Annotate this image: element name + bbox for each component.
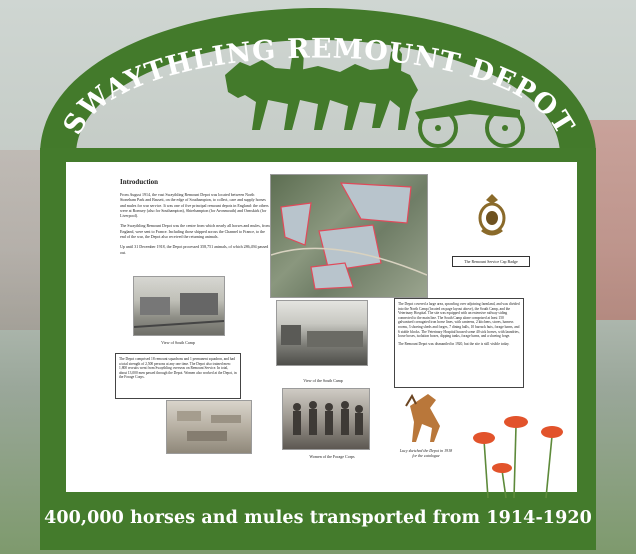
intro-paragraph-2: The Swaythling Remount Depot was the centre from which nearly all horses and mules, from England, were sent to France. Including those shipped across the Channel to France, to the end of the war, the Depot also received the returning animals. bbox=[120, 223, 270, 240]
south-camp-caption: View of South Camp bbox=[148, 338, 208, 346]
intro-heading: Introduction bbox=[120, 178, 158, 186]
intro-paragraph-3: Up until 31 December 1918, the Depot processed 358,751 animals, of which 286,494 passed out. bbox=[120, 244, 269, 255]
depot-personnel-paragraph: The Depot comprised 18 remount squadrons and 1 permanent squadron, and had a total strength of 2,500 persons at any one time. The Depot also trained men: 1,800 recruits went from Swaythling overseas on Remount Service. In total, about 13,000 men passed through the Depot. Women also worked at the Depot, in the Forage Corps. bbox=[119, 357, 237, 380]
svg-text:SWAYTHLING REMOUNT DEPOT bbox=[58, 33, 581, 140]
camp-view-caption: View of the South Camp bbox=[292, 376, 354, 384]
mule-sketch-caption: Lucy sketched the Depot in 1918 for the catalogue bbox=[399, 448, 453, 458]
forage-corps-photo bbox=[282, 388, 370, 450]
depot-description-paragraph-1: The Depot covered a large area, sprawling over adjoining farmland, and was divided into the North Camp (located on page layout above), the South Camp, and the Veterinary Hospital. The site was equipped with an extensive railway siding connected to the main line. The South Camp alone comprised at least 150 galvanised corrugated iron horse lines, with canteens, 2 kitchens, stores, harness rooms, 3 shoeing sheds and forges, 7 dining halls, 10 barrack huts, forage barns, and 6 stable blocks. The Veterinary Hospital housed some 40 sick horses, with laundries, loose boxes, isolation boxes, dipping tanks, forage barns, and a shoeing forge. bbox=[398, 302, 520, 339]
aerial-map-photo bbox=[270, 174, 428, 298]
intro-block bbox=[120, 178, 270, 290]
badge-caption: The Remount Service Cap Badge bbox=[452, 256, 530, 267]
horse-lines-photo bbox=[166, 400, 252, 454]
depot-personnel-textbox bbox=[115, 353, 241, 399]
sign-title: SWAYTHLING REMOUNT DEPOT bbox=[57, 33, 581, 141]
cap-badge-image bbox=[472, 190, 512, 240]
forage-corps-caption: Women of the Forage Corps bbox=[300, 452, 364, 460]
mule-sketch-image bbox=[400, 386, 452, 444]
poppy-flowers bbox=[462, 410, 582, 500]
intro-paragraph-1: From August 1914, the vast Swaythling Remount Depot was located between North Stoneham Park and Bassett, on the edge of Southampton, to collect, care and supply horses and mules for war service. It was one of five principal remount depots in England: the others were at Romsey (also for Southampton), Shirehampton (for Avonmouth) and Ormskirk (for Liverpool). bbox=[120, 192, 269, 219]
depot-description-paragraph-2: The Remount Depot was dismantled in 1920, but the site is still visible today. bbox=[398, 341, 510, 346]
camp-view-photo bbox=[276, 300, 368, 366]
depot-description-textbox bbox=[394, 298, 524, 388]
south-camp-photo bbox=[133, 276, 225, 336]
footer-caption: 400,000 horses and mules transported from 1914-1920 bbox=[44, 508, 592, 528]
arch-title bbox=[0, 0, 636, 150]
